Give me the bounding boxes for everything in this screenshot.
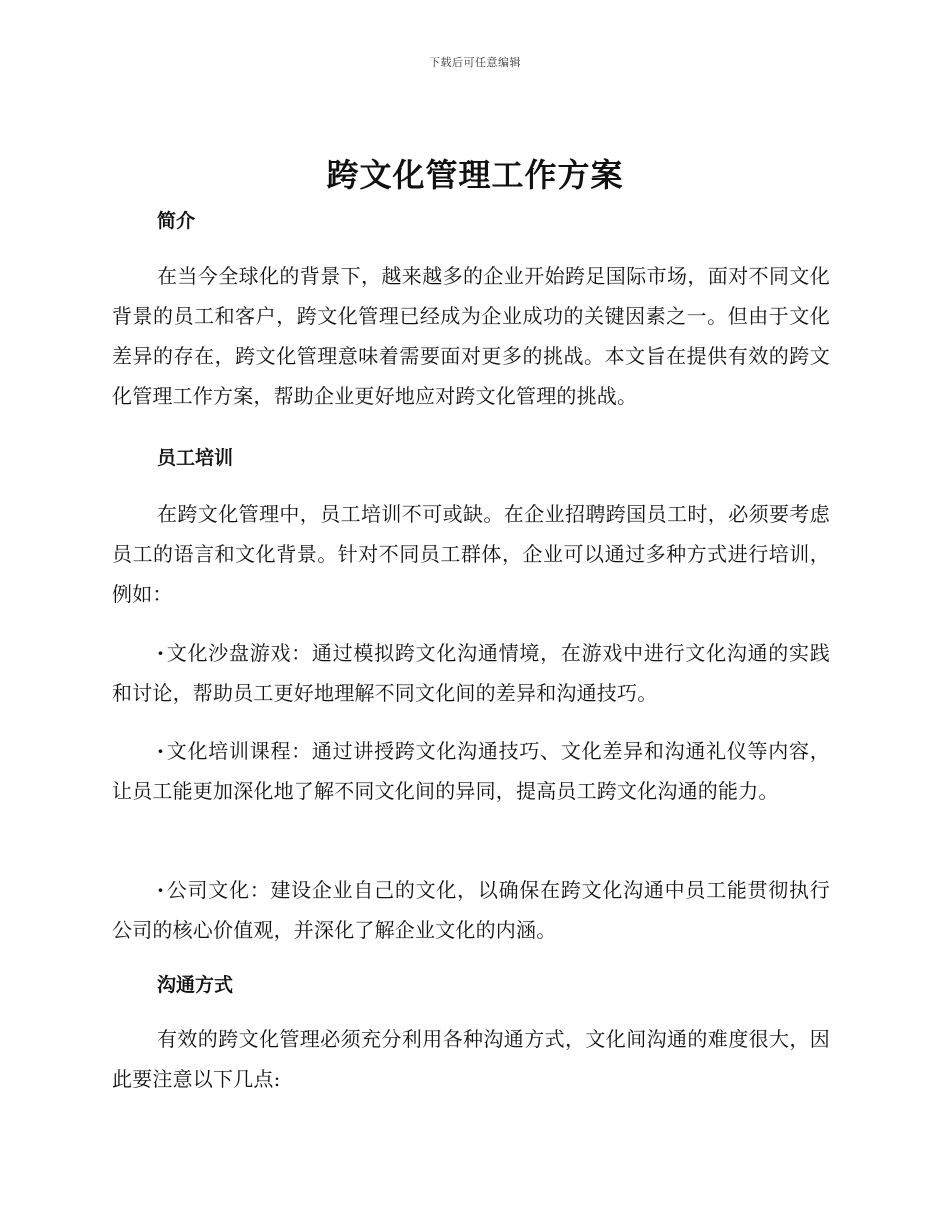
bullet-symbol: ·: [157, 739, 165, 763]
bullet-item: [112, 633, 830, 713]
header-note: 下载后可任意编辑: [429, 56, 521, 69]
bullet-item: [112, 731, 830, 811]
section-heading-communication: 沟通方式: [157, 974, 234, 996]
bullet-text: 公司文化：建设企业自己的文化，以确保在跨文化沟通中员工能贯彻执行公司的核心价值观，并深化了解企业文化的内涵。: [112, 878, 830, 942]
bullet-item: [112, 870, 830, 950]
bullet-symbol: ·: [157, 878, 165, 902]
bullet-symbol: ·: [157, 641, 165, 665]
bullet-text: 文化沙盘游戏：通过模拟跨文化沟通情境，在游戏中进行文化沟通的实践和讨论，帮助员工更好地理解不同文化间的差异和沟通技巧。: [112, 641, 830, 705]
paragraph-communication: 有效的跨文化管理必须充分利用各种沟通方式，文化间沟通的难度很大，因此要注意以下几点:: [112, 1027, 830, 1091]
document-title: 跨文化管理工作方案: [326, 156, 624, 194]
paragraph-intro: 在当今全球化的背景下，越来越多的企业开始跨足国际市场，面对不同文化背景的员工和客户，跨文化管理已经成为企业成功的关键因素之一。但由于文化差异的存在，跨文化管理意味着需要面对更多的挑战。本文旨在提供有效的跨文化管理工作方案，帮助企业更好地应对跨文化管理的挑战。: [112, 264, 830, 408]
paragraph-training: 在跨文化管理中，员工培训不可或缺。在企业招聘跨国员工时，必须要考虑员工的语言和文化背景。针对不同员工群体，企业可以通过多种方式进行培训，例如：: [112, 502, 830, 606]
section-heading-intro: 简介: [157, 210, 196, 232]
section-heading-training: 员工培训: [157, 447, 234, 469]
bullet-text: 文化培训课程：通过讲授跨文化沟通技巧、文化差异和沟通礼仪等内容，让员工能更加深化地了解不同文化间的异同，提高员工跨文化沟通的能力。: [112, 739, 830, 803]
